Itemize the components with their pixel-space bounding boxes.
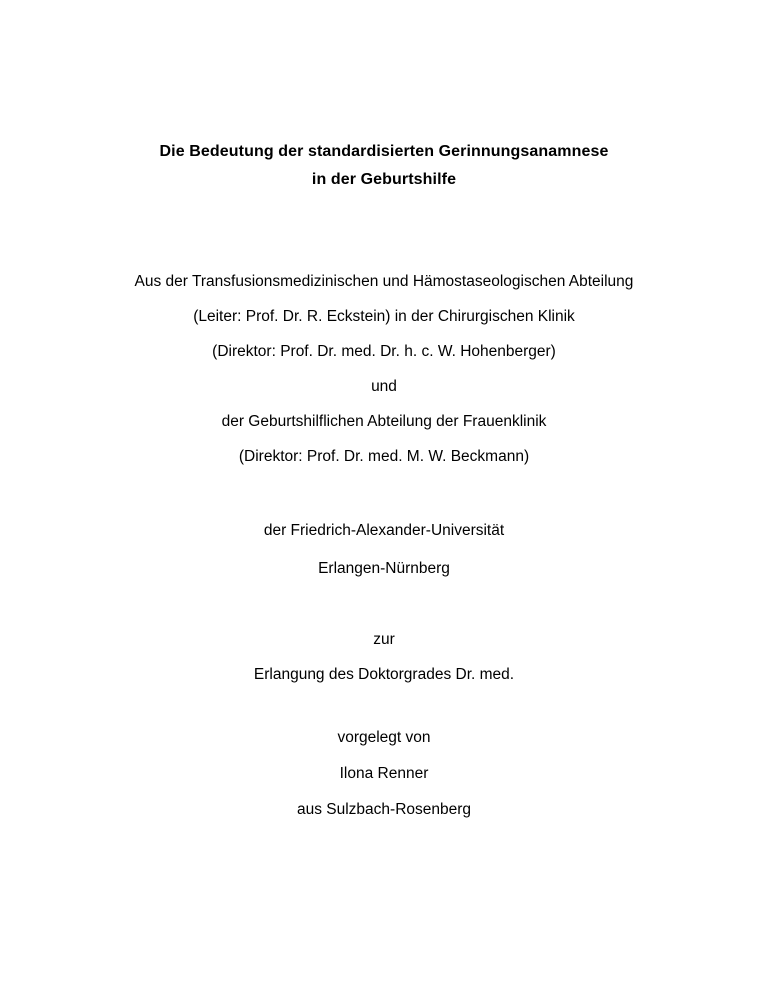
affiliation-director-line: (Direktor: Prof. Dr. med. Dr. h. c. W. Hohenberger) — [212, 343, 556, 360]
university-name-line: der Friedrich-Alexander-Universität — [263, 522, 505, 539]
purpose-block — [0, 630, 768, 685]
submission-vorgelegt-line: vorgelegt von — [337, 729, 431, 746]
affiliation-obstetrics-line: der Geburtshilflichen Abteilung der Frauenklinik — [221, 413, 547, 430]
title-line-1: Die Bedeutung der standardisierten Gerinnungsanamnese — [159, 143, 609, 160]
submission-author-name: Ilona Renner — [339, 765, 429, 782]
purpose-degree-line: Erlangung des Doktorgrades Dr. med. — [253, 666, 515, 683]
submission-block — [0, 728, 768, 820]
submission-hometown-line: aus Sulzbach-Rosenberg — [296, 801, 472, 818]
dissertation-title — [0, 0, 768, 194]
affiliation-block — [0, 272, 768, 467]
university-block — [0, 521, 768, 579]
affiliation-leader-line: (Leiter: Prof. Dr. R. Eckstein) in der Chirurgischen Klinik — [193, 308, 575, 325]
purpose-zur-line: zur — [373, 631, 395, 648]
affiliation-conjunction-line: und — [371, 378, 397, 395]
university-city-line: Erlangen-Nürnberg — [318, 560, 450, 577]
affiliation-department-line: Aus der Transfusionsmedizinischen und Hämostaseologischen Abteilung — [134, 273, 634, 290]
title-line-2: in der Geburtshilfe — [311, 171, 457, 188]
affiliation-director2-line: (Direktor: Prof. Dr. med. M. W. Beckmann) — [238, 448, 530, 465]
